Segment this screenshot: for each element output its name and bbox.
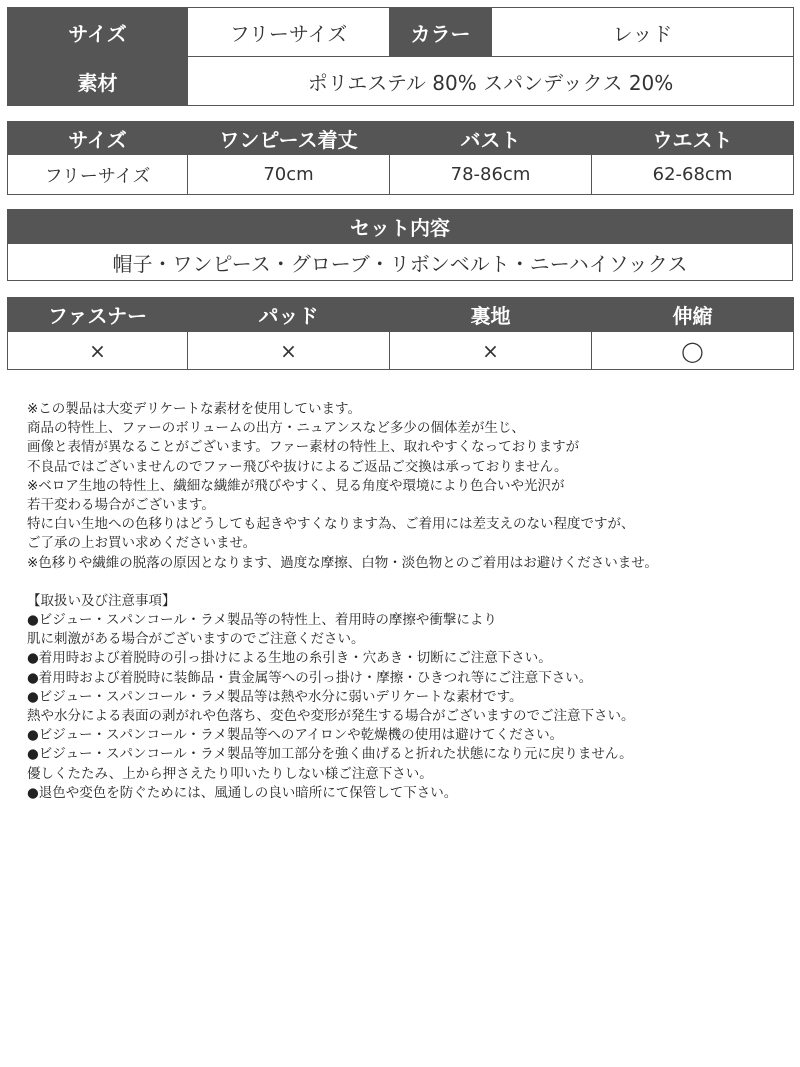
header-stretch: 伸縮 [592,298,794,332]
value-waist: 62-68cm [592,155,794,195]
care-title: 【取扱い及び注意事項】 [27,592,176,609]
note-line: ※色移りや繊維の脱落の原因となります、過度な摩擦、白物・淡色物とのご着用はお避けくださいませ。 [27,554,658,571]
header-lining: 裏地 [390,298,592,332]
size-label: サイズ [8,8,188,57]
pad-cross-mark: × [188,332,390,370]
care-line: ●着用時および着脱時の引っ掛けによる生地の糸引き・穴あき・切断にご注意下さい。 [27,650,552,667]
spacer [27,573,797,592]
header-pad: パッド [188,298,390,332]
note-line: ご了承の上お買い求めくださいませ。 [27,535,257,552]
feature-value-row [8,332,794,370]
measurement-value-row [8,155,794,195]
note-line: ※この製品は大変デリケートな素材を使用しています。 [27,401,361,417]
note-line: 画像と表情が異なることがございます。ファー素材の特性上、取れやすくなっておりますが [27,439,580,456]
header-length: ワンピース着丈 [188,122,390,155]
color-label: カラー [390,8,492,57]
set-contents-table [7,209,793,281]
stretch-circle-mark: ◯ [592,332,794,370]
care-line: 熱や水分による表面の剥がれや色落ち、変色や変形が発生する場合がございますのでご注意下さい。 [27,708,635,725]
care-line: ●ビジュー・スパンコール・ラメ製品等へのアイロンや乾燥機の使用は避けてください。 [27,727,564,744]
notes-section [27,400,797,803]
note-line: 若干変わる場合がございます。 [27,497,215,514]
value-size: フリーサイズ [8,155,188,195]
set-contents-label: セット内容 [8,210,793,244]
note-line: 商品の特性上、ファーのボリュームの出方・ニュアンスなど多少の個体差が生じ、 [27,420,525,437]
material-value: ポリエステル 80% スパンデックス 20% [188,57,794,106]
material-row [8,57,794,106]
set-contents-value: 帽子・ワンピース・グローブ・リボンベルト・ニーハイソックス [8,244,793,281]
color-value: レッド [492,8,794,57]
note-line: ※ベロア生地の特性上、繊細な繊維が飛びやすく、見る角度や環境により色合いや光沢が [27,477,565,494]
lining-cross-mark: × [390,332,592,370]
zipper-cross-mark: × [8,332,188,370]
set-contents-header-row [8,210,793,244]
note-line: 特に白い生地への色移りはどうしても起きやすくなります為、ご着用には差支えのない程度ですが、 [27,516,635,533]
feature-table [7,297,794,370]
feature-header-row [8,298,794,332]
material-label: 素材 [8,57,188,106]
value-bust: 78-86cm [390,155,592,195]
size-color-row [8,8,794,57]
basic-spec-table [7,7,794,106]
care-line: ●ビジュー・スパンコール・ラメ製品等の特性上、着用時の摩擦や衝撃により [27,612,497,629]
header-zipper: ファスナー [8,298,188,332]
care-line: 肌に刺激がある場合がございますのでご注意ください。 [27,631,365,648]
measurement-header-row [8,122,794,155]
size-value: フリーサイズ [188,8,390,57]
care-line: 優しくたたみ、上から押さえたり叩いたりしない様ご注意下さい。 [27,765,433,782]
measurement-table [7,121,794,195]
value-length: 70cm [188,155,390,195]
care-line: ●ビジュー・スパンコール・ラメ製品等加工部分を強く曲げると折れた状態になり元に戻りません。 [27,746,633,763]
care-line: ●着用時および着脱時に装飾品・貴金属等への引っ掛け・摩擦・ひきつれ等にご注意下さい。 [27,669,593,686]
care-line: ●ビジュー・スパンコール・ラメ製品等は熱や水分に弱いデリケートな素材です。 [27,688,523,705]
set-contents-value-row [8,244,793,281]
care-line: ●退色や変色を防ぐためには、風通しの良い暗所にて保管して下さい。 [27,784,458,801]
note-line: 不良品ではございませんのでファー飛びや抜けによるご返品ご交換は承っておりません。 [27,458,568,475]
header-bust: バスト [390,122,592,155]
header-waist: ウエスト [592,122,794,155]
header-size: サイズ [8,122,188,155]
